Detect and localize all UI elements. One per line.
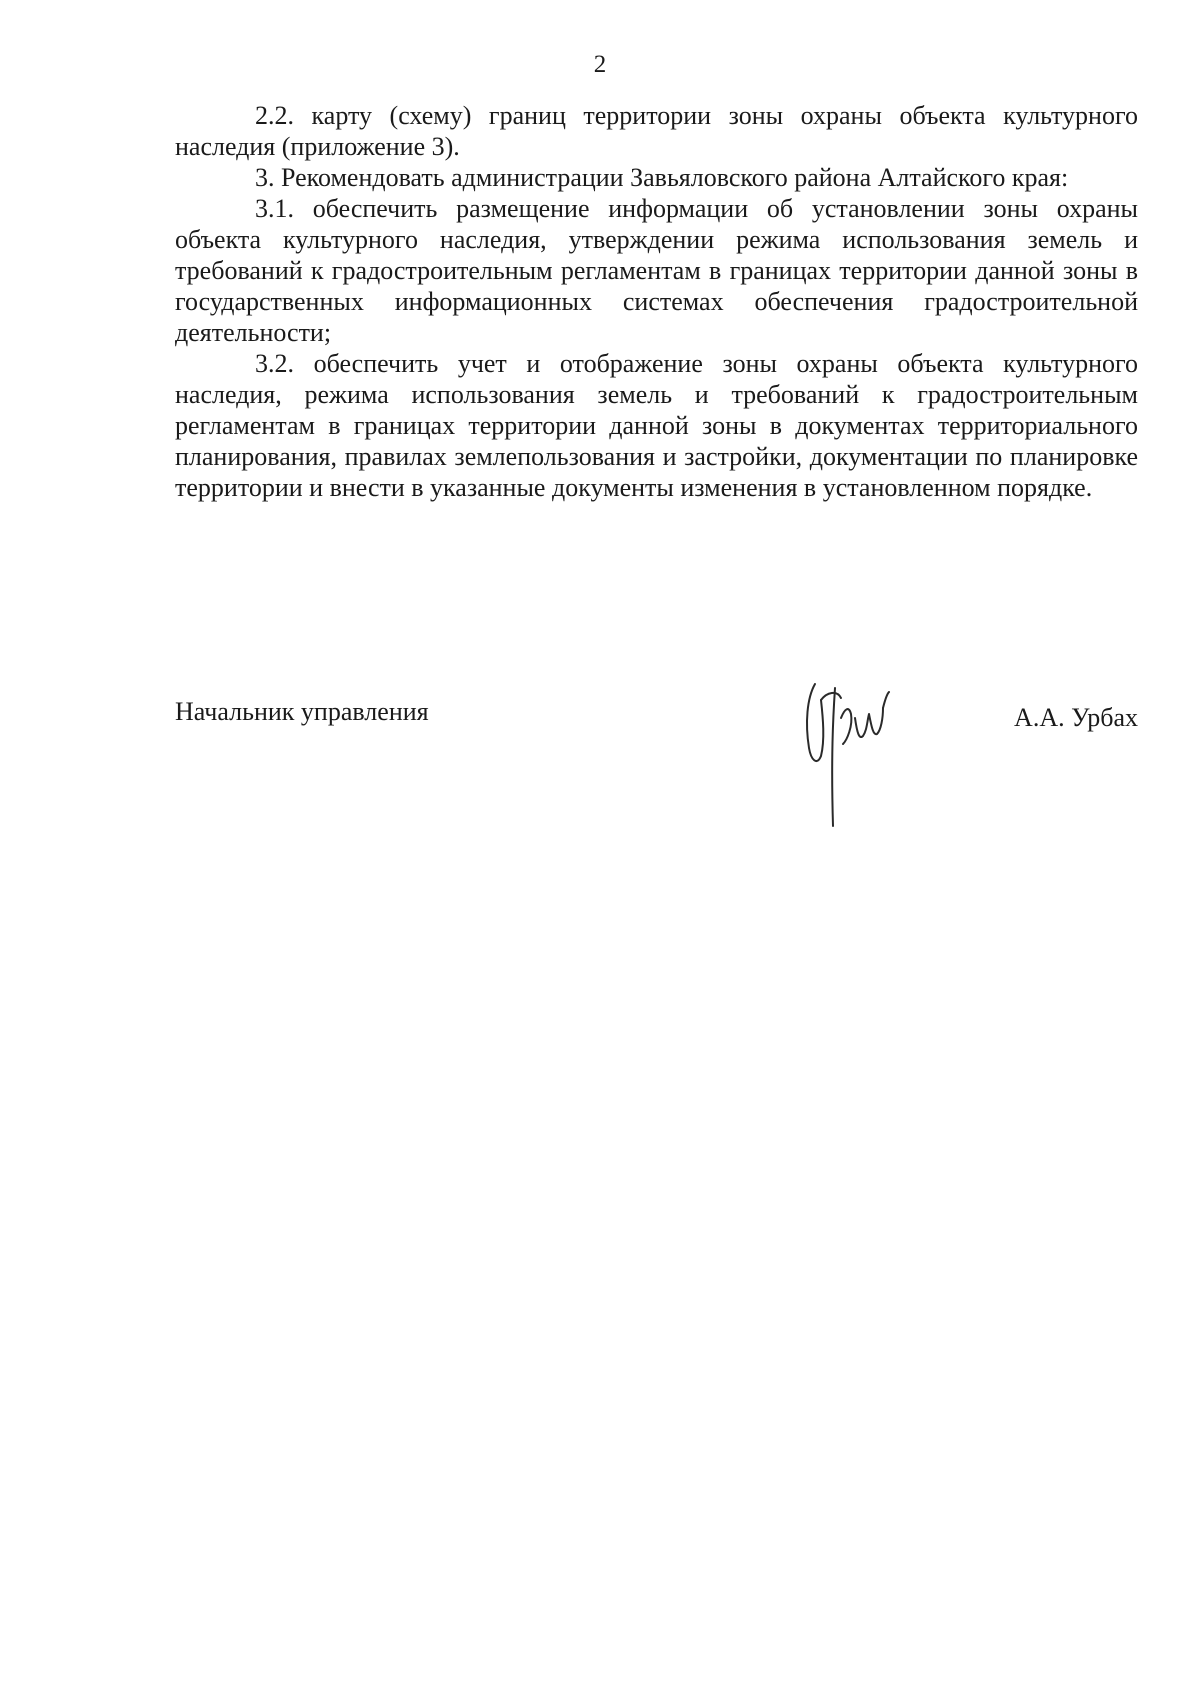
paragraph-2-2: 2.2. карту (схему) границ территории зоны охраны объекта культурного наследия (приложение 3). bbox=[175, 101, 1138, 161]
signer-name: А.А. Урбах bbox=[1014, 703, 1138, 732]
paragraph-3-1: 3.1. обеспечить размещение информации об установлении зоны охраны объекта культурного наследия, утверждении режима использования земель и требований к градостроительным регламентам в границах территории данной зоны в государственных информационных системах обеспечения градостроительной деятельности; bbox=[175, 194, 1138, 347]
handwritten-signature-icon bbox=[797, 678, 907, 828]
paragraph-3-2: 3.2. обеспечить учет и отображение зоны охраны объекта культурного наследия, режима использования земель и требований к градостроительным регламентам в границах территории данной зоны в документах территориального планирования, правилах землепользования и застройки, документации по планировке территории и внести в указанные документы изменения в установленном порядке. bbox=[175, 349, 1138, 502]
signer-position: Начальник управления bbox=[175, 697, 429, 726]
document-body bbox=[175, 100, 1138, 503]
paragraph-3: 3. Рекомендовать администрации Завьяловского района Алтайского края: bbox=[255, 163, 1069, 192]
page-number: 2 bbox=[593, 51, 607, 78]
signature-block bbox=[175, 678, 1138, 828]
